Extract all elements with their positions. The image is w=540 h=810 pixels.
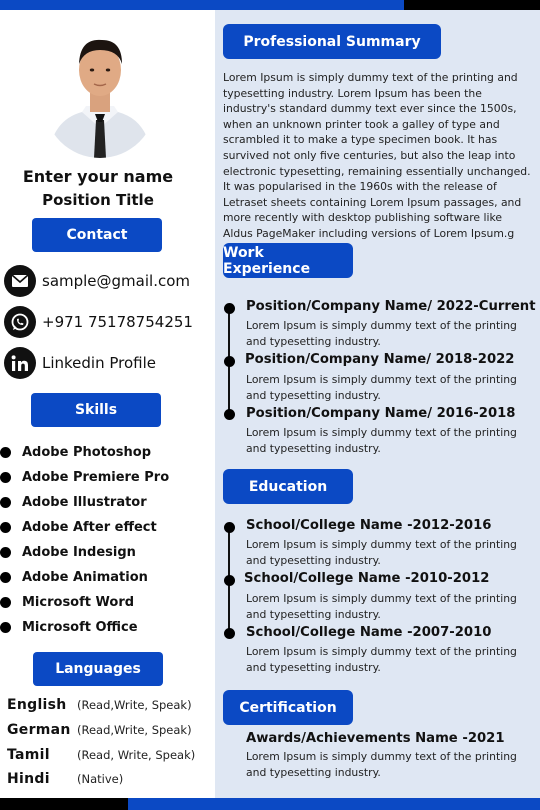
- bullet-icon: [0, 547, 11, 558]
- timeline-dot: [224, 356, 235, 367]
- experience-description: Lorem Ipsum is simply dummy text of the printing and typesetting industry.: [246, 319, 517, 348]
- top-accent-bar-black: [404, 0, 540, 10]
- certification-title: Awards/Achievements Name -2021: [246, 731, 505, 746]
- bullet-icon: [0, 472, 11, 483]
- skill-item: Adobe Animation: [0, 567, 148, 587]
- bullet-icon: [0, 522, 11, 533]
- contact-heading: Contact: [32, 218, 162, 252]
- timeline-dot: [224, 303, 235, 314]
- linkedin-icon: [4, 347, 36, 379]
- contact-phone-row[interactable]: [4, 306, 193, 338]
- skill-item: Adobe Indesign: [0, 542, 136, 562]
- skill-item: Adobe Premiere Pro: [0, 467, 169, 487]
- experience-title: Position/Company Name/ 2016-2018: [246, 406, 516, 421]
- timeline-dot: [224, 409, 235, 420]
- timeline-dot: [224, 575, 235, 586]
- education-title: School/College Name -2007-2010: [246, 625, 492, 640]
- linkedin-text: Linkedin Profile: [42, 354, 157, 372]
- email-text: sample@gmail.com: [42, 272, 191, 290]
- skill-item: Adobe Illustrator: [0, 492, 147, 512]
- language-row: Hindi (Native): [7, 771, 124, 787]
- language-row: German (Read,Write, Speak): [7, 722, 192, 738]
- top-accent-bar-blue: [0, 0, 404, 10]
- skill-item: Microsoft Word: [0, 592, 134, 612]
- timeline-dot: [224, 522, 235, 533]
- bullet-icon: [0, 622, 11, 633]
- experience-heading: Work Experience: [223, 243, 353, 278]
- education-heading: Education: [223, 469, 353, 504]
- education-title: School/College Name -2010-2012: [244, 571, 490, 586]
- email-icon: [4, 265, 36, 297]
- language-row: English (Read,Write, Speak): [7, 697, 192, 713]
- experience-title: Position/Company Name/ 2022-Current: [246, 299, 536, 314]
- education-description: Lorem Ipsum is simply dummy text of the printing and typesetting industry.: [246, 645, 517, 674]
- candidate-name: Enter your name: [22, 167, 174, 186]
- bottom-accent-bar-black: [0, 798, 128, 810]
- bullet-icon: [0, 497, 11, 508]
- profile-photo: [44, 28, 156, 158]
- bullet-icon: [0, 447, 11, 458]
- experience-description: Lorem Ipsum is simply dummy text of the printing and typesetting industry.: [246, 426, 517, 455]
- languages-heading: Languages: [33, 652, 163, 686]
- bullet-icon: [0, 597, 11, 608]
- education-description: Lorem Ipsum is simply dummy text of the printing and typesetting industry.: [246, 592, 517, 621]
- language-row: Tamil (Read, Write, Speak): [7, 747, 196, 763]
- whatsapp-icon: [4, 306, 36, 338]
- skills-heading: Skills: [31, 393, 161, 427]
- certification-description: Lorem Ipsum is simply dummy text of the printing and typesetting industry.: [246, 750, 517, 779]
- summary-heading: Professional Summary: [223, 24, 441, 59]
- skill-item: Microsoft Office: [0, 617, 138, 637]
- bottom-accent-bar-blue: [128, 798, 540, 810]
- skill-item: Adobe After effect: [0, 517, 157, 537]
- summary-text: Lorem Ipsum is simply dummy text of the printing and typesetting industry. Lorem Ipsum has been the industry's standard dummy text ever since the 1500s, when an unknown printer took a galley of type and scrambled it to make a type specimen book. It has survived not only five centuries, but also the leap into electronic typesetting, remaining essentially unchanged. It was popularised in the 1960s with the release of Letraset sheets containing Lorem Ipsum passages, and more recently with desktop publishing software like Aldus PageMaker including versions of Lorem Ipsum.g: [223, 71, 531, 240]
- contact-linkedin-row[interactable]: [4, 347, 156, 379]
- skill-item: Adobe Photoshop: [0, 442, 151, 462]
- bullet-icon: [0, 572, 11, 583]
- timeline-dot: [224, 628, 235, 639]
- phone-text: +971 75178754251: [42, 313, 193, 331]
- contact-email-row[interactable]: [4, 265, 190, 297]
- education-title: School/College Name -2012-2016: [246, 518, 492, 533]
- education-description: Lorem Ipsum is simply dummy text of the printing and typesetting industry.: [246, 538, 517, 567]
- experience-description: Lorem Ipsum is simply dummy text of the printing and typesetting industry.: [246, 373, 517, 402]
- certification-heading: Certification: [223, 690, 353, 725]
- experience-title: Position/Company Name/ 2018-2022: [245, 352, 515, 367]
- position-title: Position Title: [42, 191, 154, 209]
